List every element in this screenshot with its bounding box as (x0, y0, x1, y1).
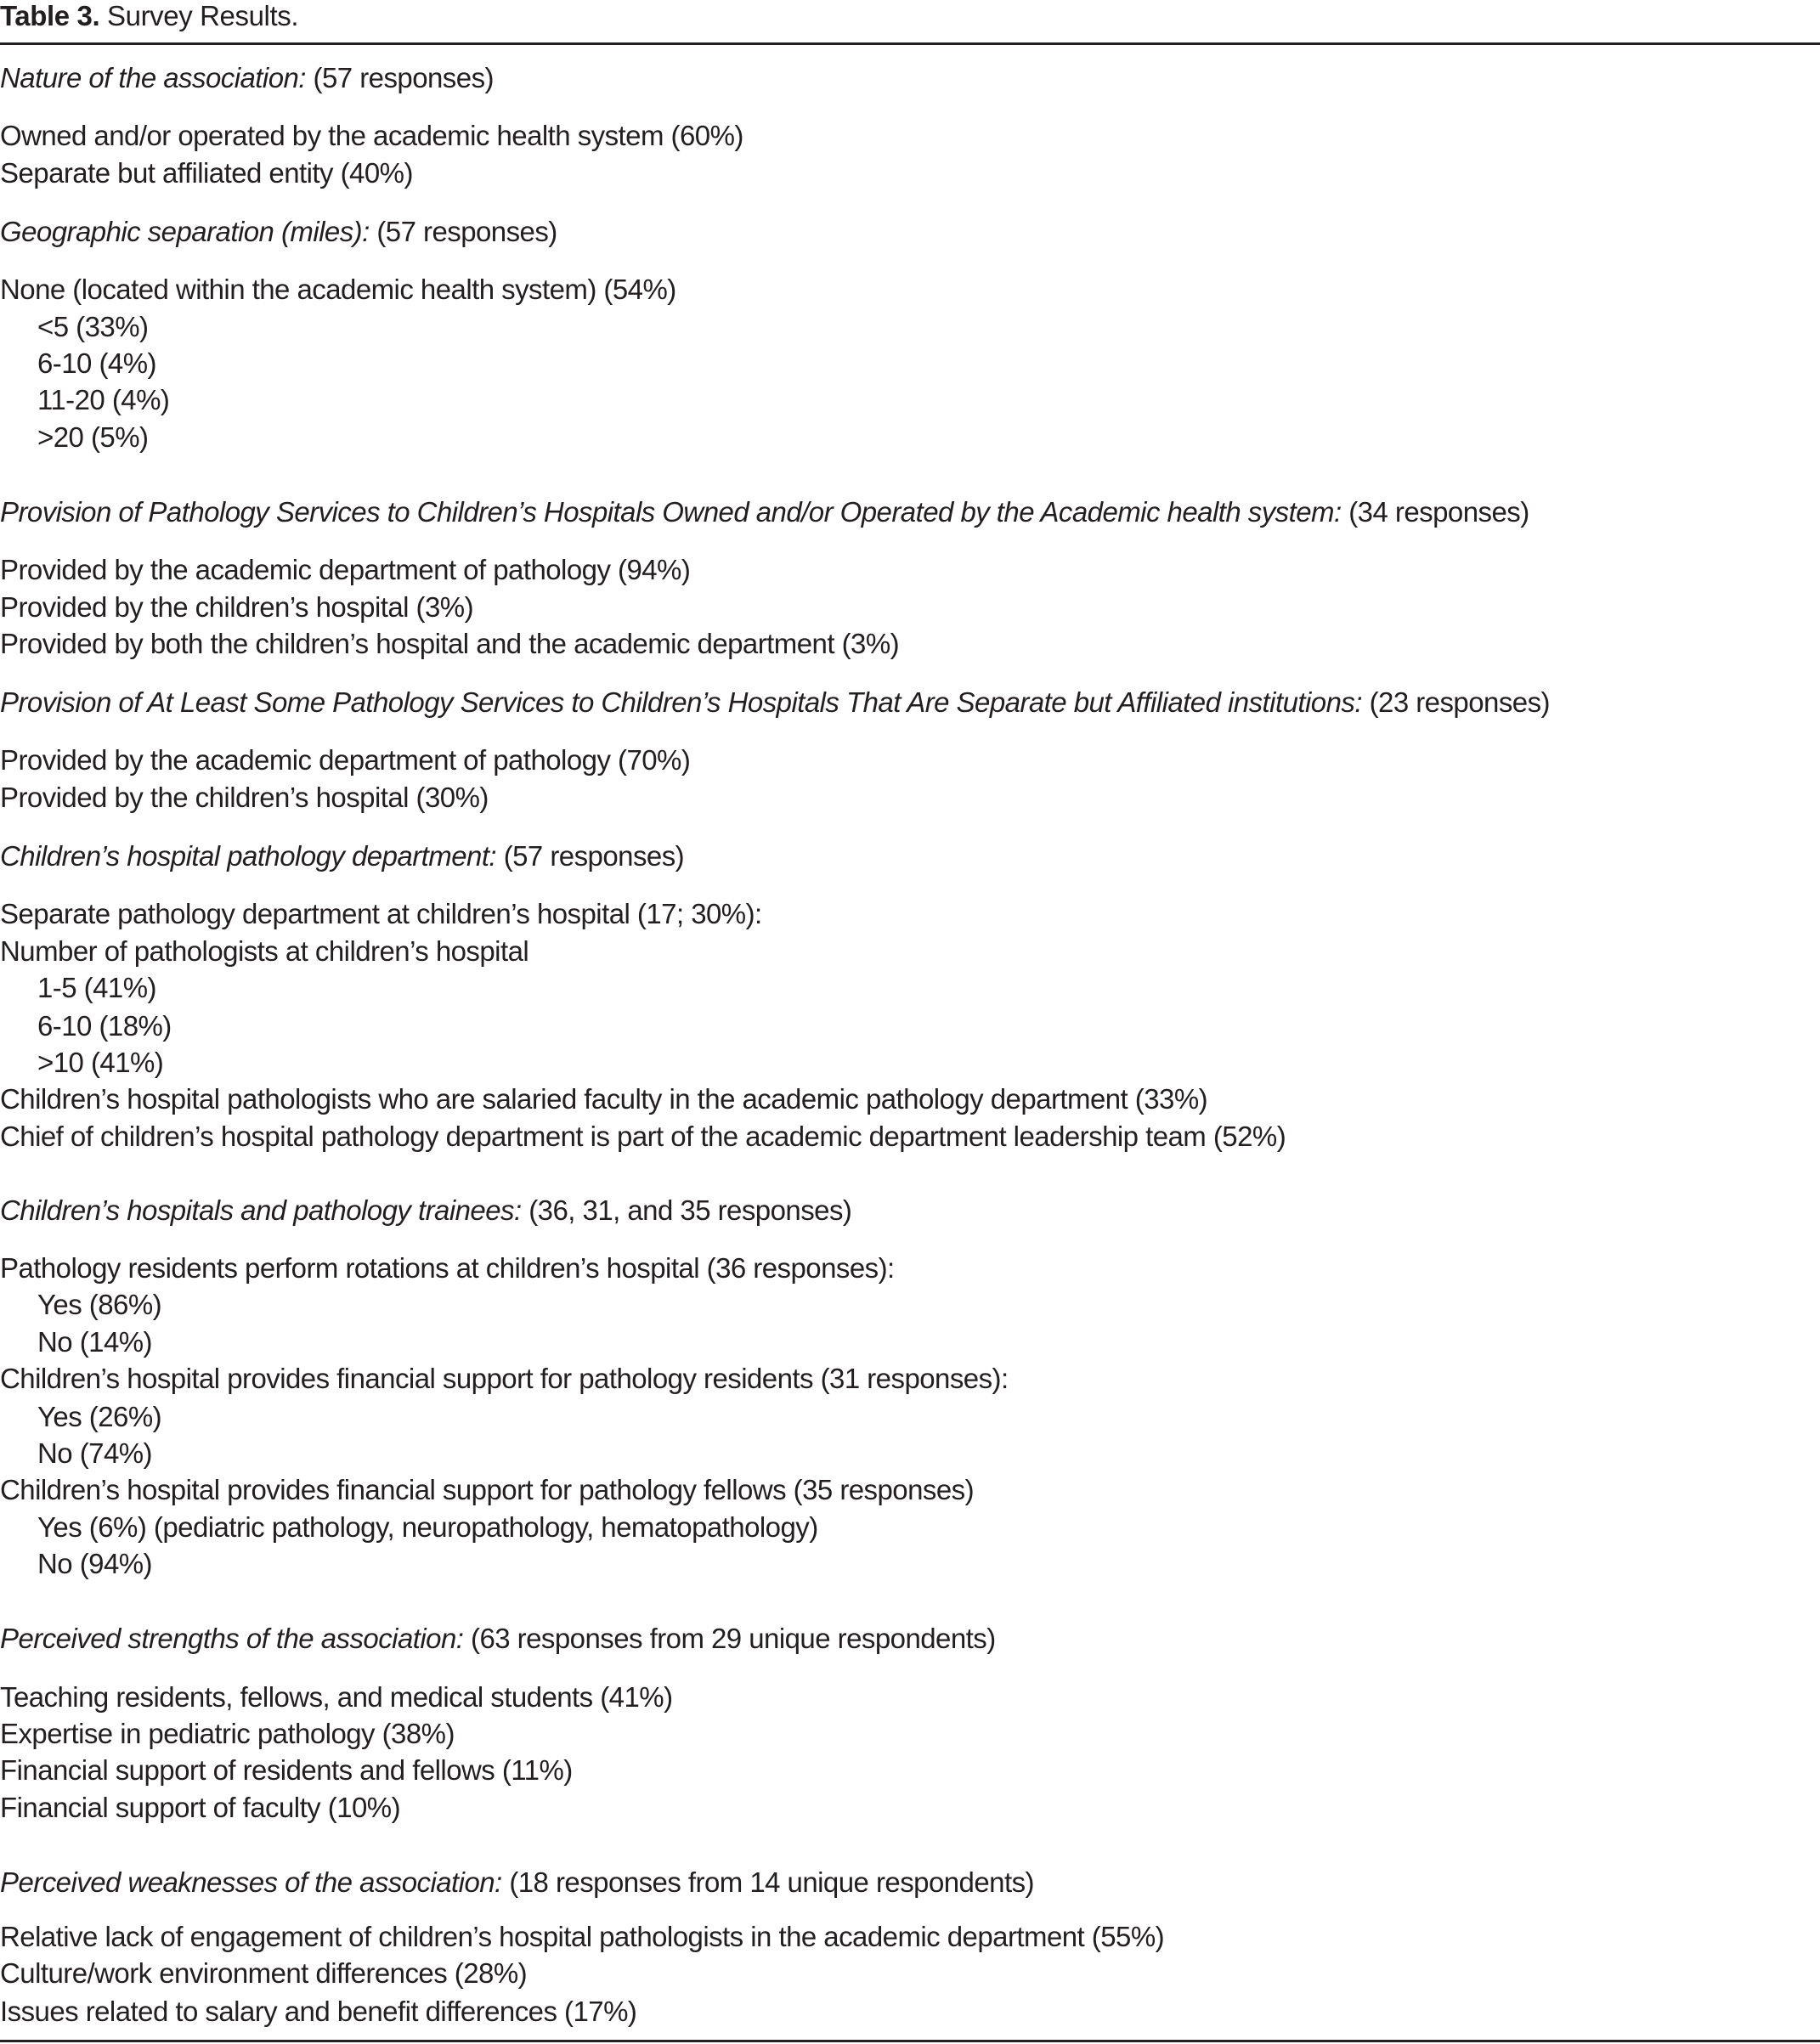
list-item: Financial support of faculty (10%) (0, 1792, 401, 1823)
list-subitem: >10 (41%) (37, 1047, 164, 1078)
list-item: Culture/work environment differences (28%) (0, 1957, 528, 1989)
response-count: (63 responses from 29 unique respondents) (471, 1623, 996, 1654)
heading-label: Geographic separation (miles): (0, 216, 370, 247)
section-heading (0, 1864, 1034, 1901)
heading-label: Children’s hospital pathology department: (0, 840, 497, 872)
response-count: (57 responses) (313, 62, 494, 93)
response-count: (23 responses) (1369, 686, 1550, 718)
list-item: Number of pathologists at children’s hospital (0, 935, 529, 967)
list-item: Provided by the children’s hospital (30%) (0, 782, 489, 813)
list-subitem: Yes (6%) (pediatric pathology, neuropathology, hematopathology) (37, 1511, 818, 1543)
list-item: None (located within the academic health system) (54%) (0, 274, 676, 305)
heading-label: Perceived weaknesses of the association: (0, 1866, 502, 1898)
list-item: Financial support of residents and fellows (11%) (0, 1754, 573, 1786)
list-item: Children’s hospital provides financial support for pathology residents (31 responses): (0, 1363, 1009, 1394)
list-item: Issues related to salary and benefit differences (17%) (0, 1996, 637, 2027)
heading-label: Children’s hospitals and pathology trainees: (0, 1194, 522, 1226)
list-subitem: No (74%) (37, 1437, 152, 1469)
section-heading (0, 1620, 996, 1657)
list-subitem: Yes (26%) (37, 1401, 162, 1432)
section-heading (0, 213, 557, 251)
list-subitem: 6-10 (4%) (37, 347, 156, 379)
list-item: Provided by both the children’s hospital and the academic department (3%) (0, 628, 900, 659)
response-count: (57 responses) (503, 840, 685, 872)
response-count: (34 responses) (1348, 496, 1529, 528)
list-item: Teaching residents, fellows, and medical students (41%) (0, 1681, 673, 1713)
list-item: Children’s hospital provides financial support for pathology fellows (35 responses) (0, 1474, 975, 1505)
response-count: (36, 31, and 35 responses) (528, 1194, 852, 1226)
section-heading (0, 838, 684, 875)
section-heading (0, 1192, 851, 1229)
list-item: Separate pathology department at children’s hospital (17; 30%): (0, 898, 762, 929)
list-subitem: No (14%) (37, 1326, 152, 1358)
section-heading (0, 494, 1529, 531)
table-title: Survey Results. (107, 0, 299, 31)
list-item: Provided by the academic department of pathology (94%) (0, 554, 691, 585)
table-caption (0, 0, 298, 34)
heading-label: Perceived strengths of the association: (0, 1623, 464, 1654)
list-item: Separate but affiliated entity (40%) (0, 157, 413, 189)
list-subitem: Yes (86%) (37, 1289, 162, 1320)
list-item: Expertise in pediatric pathology (38%) (0, 1718, 455, 1749)
list-item: Provided by the children’s hospital (3%) (0, 591, 474, 623)
response-count: (18 responses from 14 unique respondents) (509, 1866, 1034, 1898)
list-item: Provided by the academic department of pathology (70%) (0, 744, 691, 776)
table-label: Table 3. (0, 0, 100, 31)
section-heading (0, 684, 1550, 721)
list-item: Children’s hospital pathologists who are salaried faculty in the academic pathology department (33%) (0, 1083, 1208, 1115)
list-subitem: 1-5 (41%) (37, 972, 156, 1003)
list-subitem: No (94%) (37, 1548, 152, 1579)
heading-label: Provision of At Least Some Pathology Services to Children’s Hospitals That Are Separate but Affiliated institutions: (0, 686, 1362, 718)
top-rule (0, 42, 1820, 45)
section-heading (0, 59, 494, 97)
bottom-rule (0, 2040, 1820, 2042)
heading-label: Nature of the association: (0, 62, 306, 93)
list-item: Relative lack of engagement of children’s hospital pathologists in the academic department (55%) (0, 1921, 1165, 1952)
list-item: Chief of children’s hospital pathology department is part of the academic department leadership team (52%) (0, 1121, 1286, 1152)
response-count: (57 responses) (376, 216, 557, 247)
list-subitem: 6-10 (18%) (37, 1010, 172, 1042)
list-subitem: 11-20 (4%) (37, 384, 170, 415)
heading-label: Provision of Pathology Services to Children’s Hospitals Owned and/or Operated by the Academic health system: (0, 496, 1342, 528)
list-item: Owned and/or operated by the academic health system (60%) (0, 120, 743, 151)
list-subitem: <5 (33%) (37, 311, 149, 342)
list-subitem: >20 (5%) (37, 421, 149, 453)
list-item: Pathology residents perform rotations at children’s hospital (36 responses): (0, 1252, 895, 1284)
